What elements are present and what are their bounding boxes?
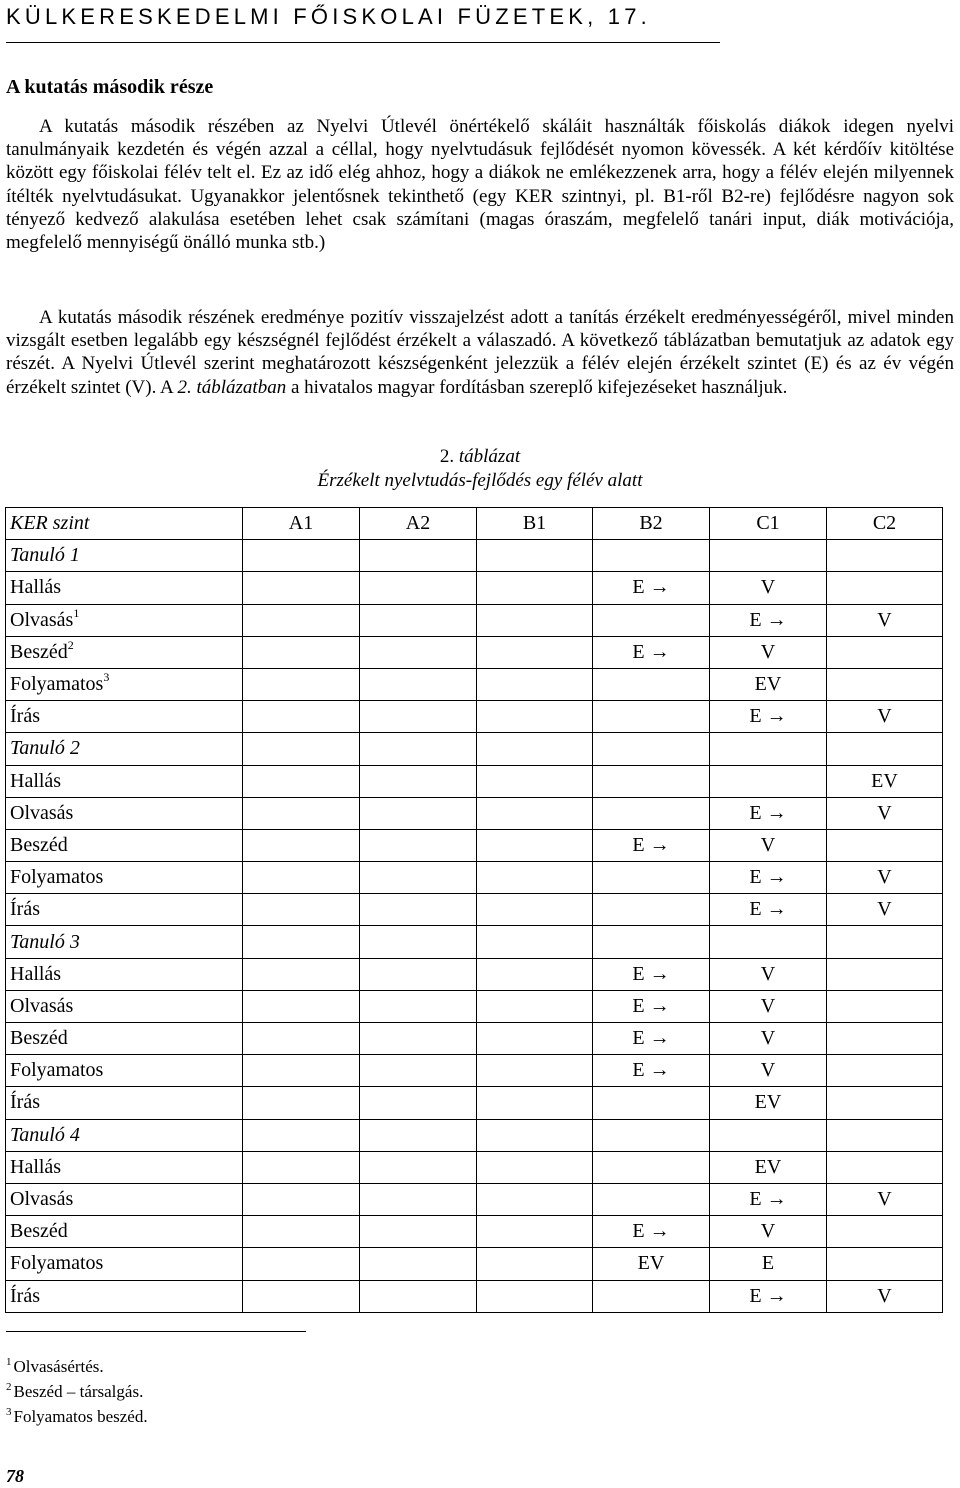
level-mark: E → [632, 1027, 670, 1050]
level-mark-cell [710, 797, 827, 829]
student-label: Tanuló 4 [10, 1123, 80, 1146]
skill-label: Olvasás [10, 1188, 74, 1211]
level-mark-cell [710, 1248, 827, 1280]
skill-label-cell [6, 1023, 243, 1055]
level-mark-cell [710, 862, 827, 894]
level-mark-cell [477, 636, 593, 668]
level-mark-cell [243, 1119, 360, 1151]
level-mark-cell [827, 1280, 943, 1312]
level-header-cell: B2 [593, 508, 710, 540]
paragraph-1: A kutatás második részében az Nyelvi Útlevél önértékelő skáláit használták főiskolás diákok idegen nyelvi tanulmányaik kezdetén és végén azzal a céllal, hogy nyelvtudásuk fejlődését nyomon kövessék. A két kérdőív kitöltése között egy főiskolai félév telt el. Ez az idő elég ahhoz, hogy a diákok ne emlékezzenek arra, hogy a félév elején milyennek ítélték nyelvtudásukat. Ugyanakkor jelentősnek tekinthető (egy KER szintnyi, pl. B1-ről B2-re) fejlődésre nagyon sok tényező kedvező alakulása esetében lehet csak számítani (magas óraszám, megfelelő tanári input, diák motivációja, megfelelő mennyiségű önálló munka stb.) [6, 116, 954, 254]
level-mark-cell [710, 604, 827, 636]
level-mark-cell [477, 862, 593, 894]
level-mark: V [760, 994, 776, 1017]
level-mark-cell [360, 829, 477, 861]
level-mark-cell [710, 1280, 827, 1312]
level-mark: EV [871, 769, 898, 792]
level-mark: E → [749, 1188, 787, 1211]
level-mark: E → [749, 898, 787, 921]
level-mark-cell [710, 1119, 827, 1151]
level-mark: E → [749, 608, 787, 631]
student-label: Tanuló 1 [10, 544, 80, 567]
level-mark-cell [827, 604, 943, 636]
level-mark: E → [632, 994, 670, 1017]
header-label-cell: KER szint [6, 508, 243, 540]
level-mark-cell [360, 1151, 477, 1183]
level-mark: E → [632, 576, 670, 599]
level-mark-cell [710, 829, 827, 861]
footnote-reference: 3 [103, 670, 110, 685]
page-number: 78 [6, 1466, 24, 1486]
student-row [6, 926, 943, 958]
skill-label-cell [6, 765, 243, 797]
level-mark-cell [827, 1183, 943, 1215]
level-mark-cell [243, 829, 360, 861]
level-mark-cell [593, 894, 710, 926]
skill-label-cell [6, 604, 243, 636]
level-mark: V [760, 576, 776, 599]
skill-label: Folyamatos [10, 866, 104, 889]
skill-label-cell [6, 958, 243, 990]
level-mark-cell [360, 1183, 477, 1215]
footnote-1 [6, 1357, 104, 1377]
level-mark-cell [827, 1055, 943, 1087]
level-mark-cell [710, 1023, 827, 1055]
level-mark-cell [243, 1151, 360, 1183]
level-mark: V [877, 898, 892, 921]
skill-label: Beszéd [10, 1027, 68, 1050]
level-mark-cell [477, 572, 593, 604]
level-mark-cell [827, 668, 943, 700]
level-mark-cell [477, 1023, 593, 1055]
skill-row [6, 668, 943, 700]
level-mark-cell [827, 1151, 943, 1183]
skill-label-cell [6, 701, 243, 733]
level-mark-cell [593, 1280, 710, 1312]
level-mark: E [761, 1252, 775, 1275]
level-mark-cell [360, 958, 477, 990]
level-mark-cell [360, 701, 477, 733]
skill-label-cell [6, 829, 243, 861]
level-mark-cell [360, 1280, 477, 1312]
level-mark-cell [243, 1280, 360, 1312]
level-mark-cell [827, 1023, 943, 1055]
student-label: Tanuló 3 [10, 930, 80, 953]
level-mark-cell [827, 1087, 943, 1119]
level-mark-cell [477, 701, 593, 733]
level-mark-cell [243, 1023, 360, 1055]
skill-row [6, 1216, 943, 1248]
header-rule [6, 42, 720, 43]
level-mark-cell [243, 733, 360, 765]
footnote-text: Folyamatos beszéd. [13, 1407, 148, 1426]
skill-label: Folyamatos [10, 1252, 104, 1275]
skill-label-cell [6, 1216, 243, 1248]
footnote-reference: 1 [73, 605, 80, 620]
skill-label-cell [6, 1248, 243, 1280]
level-mark-cell [710, 572, 827, 604]
level-header-cell: B1 [477, 508, 593, 540]
level-mark-cell [243, 604, 360, 636]
level-mark: V [877, 866, 892, 889]
level-mark-cell [593, 733, 710, 765]
level-mark-cell [360, 572, 477, 604]
level-mark-cell [360, 1087, 477, 1119]
skill-label-cell [6, 1151, 243, 1183]
progress-table-body [6, 508, 943, 1313]
level-mark-cell [710, 701, 827, 733]
level-mark-cell [710, 958, 827, 990]
level-mark-cell [243, 701, 360, 733]
level-mark-cell [360, 862, 477, 894]
student-label: Tanuló 2 [10, 737, 80, 760]
level-mark-cell [243, 668, 360, 700]
skill-label: Folyamatos [10, 673, 104, 696]
table-header-row [6, 508, 943, 540]
skill-label: Beszéd [10, 640, 68, 663]
level-mark-cell [593, 926, 710, 958]
skill-label: Írás [10, 705, 40, 728]
skill-row [6, 894, 943, 926]
level-mark: V [877, 705, 892, 728]
level-mark-cell [827, 990, 943, 1022]
level-mark-cell [710, 636, 827, 668]
skill-row [6, 1055, 943, 1087]
footnote-reference: 2 [67, 637, 74, 652]
skill-row [6, 1183, 943, 1215]
level-mark-cell [477, 668, 593, 700]
level-mark-cell [477, 926, 593, 958]
level-mark-cell [243, 1055, 360, 1087]
footnote-text: Beszéd – társalgás. [13, 1382, 144, 1401]
footnote-3 [6, 1407, 148, 1427]
level-mark-cell [360, 797, 477, 829]
level-mark-cell [827, 1248, 943, 1280]
skill-label-cell [6, 990, 243, 1022]
level-mark: V [760, 833, 776, 856]
level-mark-cell [593, 862, 710, 894]
level-mark-cell [593, 797, 710, 829]
level-mark-cell [827, 926, 943, 958]
skill-label-cell [6, 1087, 243, 1119]
level-mark-cell [827, 733, 943, 765]
level-mark-cell [827, 958, 943, 990]
skill-row [6, 1023, 943, 1055]
level-mark-cell [593, 636, 710, 668]
footnote-rule [6, 1331, 306, 1332]
level-mark-cell [593, 990, 710, 1022]
skill-label-cell [6, 797, 243, 829]
level-mark-cell [243, 797, 360, 829]
level-mark-cell [477, 765, 593, 797]
level-mark-cell [710, 668, 827, 700]
level-mark-cell [477, 1119, 593, 1151]
level-mark: V [877, 1188, 892, 1211]
footnote-marker: 2 [6, 1381, 12, 1393]
student-row [6, 1119, 943, 1151]
skill-row [6, 701, 943, 733]
skill-label-cell [6, 1183, 243, 1215]
progress-table [5, 507, 943, 1313]
level-mark: V [760, 1059, 776, 1082]
level-mark-cell [477, 1151, 593, 1183]
skill-label-cell [6, 636, 243, 668]
level-mark-cell [477, 797, 593, 829]
level-mark-cell [243, 572, 360, 604]
skill-label: Írás [10, 1284, 40, 1307]
level-mark: V [877, 1284, 892, 1307]
skill-row [6, 958, 943, 990]
level-mark-cell [827, 797, 943, 829]
level-mark-cell [593, 604, 710, 636]
level-mark-cell [360, 1248, 477, 1280]
skill-row [6, 765, 943, 797]
level-mark-cell [477, 990, 593, 1022]
paragraph-2-part-3: a hivatalos magyar fordításban szereplő kifejezéseket használjuk. [286, 376, 788, 398]
level-header-cell: A1 [243, 508, 360, 540]
level-mark-cell [710, 1087, 827, 1119]
level-mark-cell [243, 765, 360, 797]
level-mark-cell [477, 829, 593, 861]
level-mark-cell [243, 990, 360, 1022]
level-mark-cell [593, 1248, 710, 1280]
skill-label: Írás [10, 1091, 40, 1114]
level-mark: E → [749, 1284, 787, 1307]
level-mark-cell [710, 1183, 827, 1215]
skill-row [6, 604, 943, 636]
level-mark: V [877, 608, 892, 631]
level-mark: E → [632, 1059, 670, 1082]
skill-label: Hallás [10, 769, 62, 792]
level-mark: V [760, 1220, 776, 1243]
level-mark-cell [243, 1183, 360, 1215]
level-mark: V [760, 1027, 776, 1050]
running-header: KÜLKERESKEDELMI FŐISKOLAI FÜZETEK, 17. [6, 4, 651, 29]
level-mark: V [760, 962, 776, 985]
level-mark-cell [477, 958, 593, 990]
level-mark-cell [243, 540, 360, 572]
skill-label: Olvasás [10, 608, 74, 631]
level-mark-cell [477, 1055, 593, 1087]
table-number [0, 446, 960, 468]
level-mark-cell [827, 765, 943, 797]
skill-label: Olvasás [10, 994, 74, 1017]
level-mark-cell [827, 894, 943, 926]
level-mark-cell [243, 862, 360, 894]
level-mark-cell [243, 926, 360, 958]
level-mark: E → [749, 705, 787, 728]
level-mark-cell [827, 701, 943, 733]
level-mark-cell [710, 1151, 827, 1183]
level-mark-cell [593, 765, 710, 797]
level-mark-cell [827, 829, 943, 861]
skill-row [6, 797, 943, 829]
level-mark-cell [827, 1216, 943, 1248]
skill-row [6, 1280, 943, 1312]
paragraph-2-table-reference: 2. táblázatban [177, 376, 287, 398]
level-header-cell: C1 [710, 508, 827, 540]
level-header-cell: C2 [827, 508, 943, 540]
level-mark-cell [243, 958, 360, 990]
level-mark: EV [754, 673, 782, 696]
skill-label-cell [6, 862, 243, 894]
level-mark-cell [243, 636, 360, 668]
level-mark-cell [827, 636, 943, 668]
skill-label-cell [6, 1055, 243, 1087]
level-mark-cell [710, 733, 827, 765]
level-mark-cell [593, 829, 710, 861]
level-mark-cell [360, 540, 477, 572]
level-mark-cell [593, 701, 710, 733]
level-mark-cell [477, 894, 593, 926]
level-mark-cell [593, 1023, 710, 1055]
skill-row [6, 862, 943, 894]
level-mark-cell [360, 926, 477, 958]
skill-row [6, 829, 943, 861]
student-row [6, 733, 943, 765]
level-mark: E → [632, 1220, 670, 1243]
level-mark-cell [243, 1087, 360, 1119]
footnote-marker: 3 [6, 1406, 12, 1418]
level-mark: V [760, 640, 776, 663]
level-mark-cell [710, 1055, 827, 1087]
section-title: A kutatás második része [6, 76, 214, 98]
skill-row [6, 1087, 943, 1119]
skill-label-cell [6, 572, 243, 604]
footnote-marker: 1 [6, 1356, 12, 1368]
level-mark-cell [593, 1216, 710, 1248]
skill-label: Írás [10, 898, 40, 921]
student-label-cell [6, 733, 243, 765]
level-mark: V [877, 801, 892, 824]
level-mark-cell [710, 765, 827, 797]
student-label-cell [6, 1119, 243, 1151]
skill-label: Olvasás [10, 801, 74, 824]
level-mark-cell [477, 1087, 593, 1119]
student-label-cell [6, 926, 243, 958]
skill-label-cell [6, 1280, 243, 1312]
level-mark-cell [360, 1119, 477, 1151]
skill-label: Hallás [10, 1155, 62, 1178]
level-mark-cell [477, 1280, 593, 1312]
table-number-word: táblázat [458, 446, 521, 467]
level-mark-cell [477, 1216, 593, 1248]
table-number-value: 2. [439, 446, 455, 467]
level-mark: EV [754, 1091, 782, 1114]
level-mark-cell [477, 1248, 593, 1280]
level-mark-cell [243, 894, 360, 926]
level-mark: EV [754, 1155, 782, 1178]
level-mark-cell [360, 636, 477, 668]
skill-label: Folyamatos [10, 1059, 104, 1082]
level-mark-cell [360, 765, 477, 797]
student-row [6, 540, 943, 572]
level-mark-cell [710, 1216, 827, 1248]
level-mark-cell [593, 1119, 710, 1151]
level-mark: E → [749, 866, 787, 889]
skill-row [6, 636, 943, 668]
level-mark-cell [360, 604, 477, 636]
level-mark-cell [477, 604, 593, 636]
level-mark: EV [637, 1252, 665, 1275]
level-mark-cell [477, 1183, 593, 1215]
skill-label-cell [6, 668, 243, 700]
level-mark-cell [360, 668, 477, 700]
skill-row [6, 1151, 943, 1183]
level-mark-cell [593, 958, 710, 990]
level-mark: E → [632, 962, 670, 985]
skill-label-cell [6, 894, 243, 926]
level-mark-cell [827, 540, 943, 572]
level-mark-cell [360, 894, 477, 926]
level-mark-cell [593, 1055, 710, 1087]
level-mark-cell [360, 1216, 477, 1248]
level-mark: E → [749, 801, 787, 824]
level-mark: E → [632, 640, 670, 663]
level-header-cell: A2 [360, 508, 477, 540]
level-mark-cell [710, 990, 827, 1022]
skill-row [6, 1248, 943, 1280]
level-mark-cell [243, 1216, 360, 1248]
level-mark-cell [593, 1087, 710, 1119]
level-mark-cell [593, 540, 710, 572]
level-mark-cell [477, 540, 593, 572]
level-mark: E → [632, 833, 670, 856]
level-mark-cell [593, 1183, 710, 1215]
skill-label: Beszéd [10, 1220, 68, 1243]
level-mark-cell [827, 862, 943, 894]
student-label-cell [6, 540, 243, 572]
level-mark-cell [710, 926, 827, 958]
level-mark-cell [593, 1151, 710, 1183]
level-mark-cell [827, 572, 943, 604]
level-mark-cell [593, 572, 710, 604]
level-mark-cell [710, 894, 827, 926]
level-mark-cell [243, 1248, 360, 1280]
footnote-text: Olvasásértés. [13, 1357, 104, 1376]
level-mark-cell [360, 1055, 477, 1087]
level-mark-cell [827, 1119, 943, 1151]
footnote-2 [6, 1382, 143, 1402]
level-mark-cell [360, 733, 477, 765]
level-mark-cell [360, 990, 477, 1022]
skill-row [6, 990, 943, 1022]
skill-label: Beszéd [10, 833, 68, 856]
paragraph-2-part-1: A kutatás második részének eredménye pozitív visszajelzést adott a tanítás érzékelt eredményességéről, mivel minden vizsgált esetben legalább egy készségnél fejlődést érzékelt a válaszadó. A következő táblázatban bemutatjuk az adatok egy részét. A Nyelvi Útlevél szerint meghatározott készségenként jelezzük a félév elején érzékelt szintet (E) és az év végén érzékelt szintet (V). A [6, 307, 954, 398]
level-mark-cell [360, 1023, 477, 1055]
level-mark-cell [593, 668, 710, 700]
table-title: Érzékelt nyelvtudás-fejlődés egy félév alatt [317, 470, 643, 491]
skill-label: Hallás [10, 576, 62, 599]
paragraph-2 [6, 306, 954, 399]
level-mark-cell [710, 540, 827, 572]
skill-label: Hallás [10, 962, 62, 985]
level-mark-cell [477, 733, 593, 765]
skill-row [6, 572, 943, 604]
